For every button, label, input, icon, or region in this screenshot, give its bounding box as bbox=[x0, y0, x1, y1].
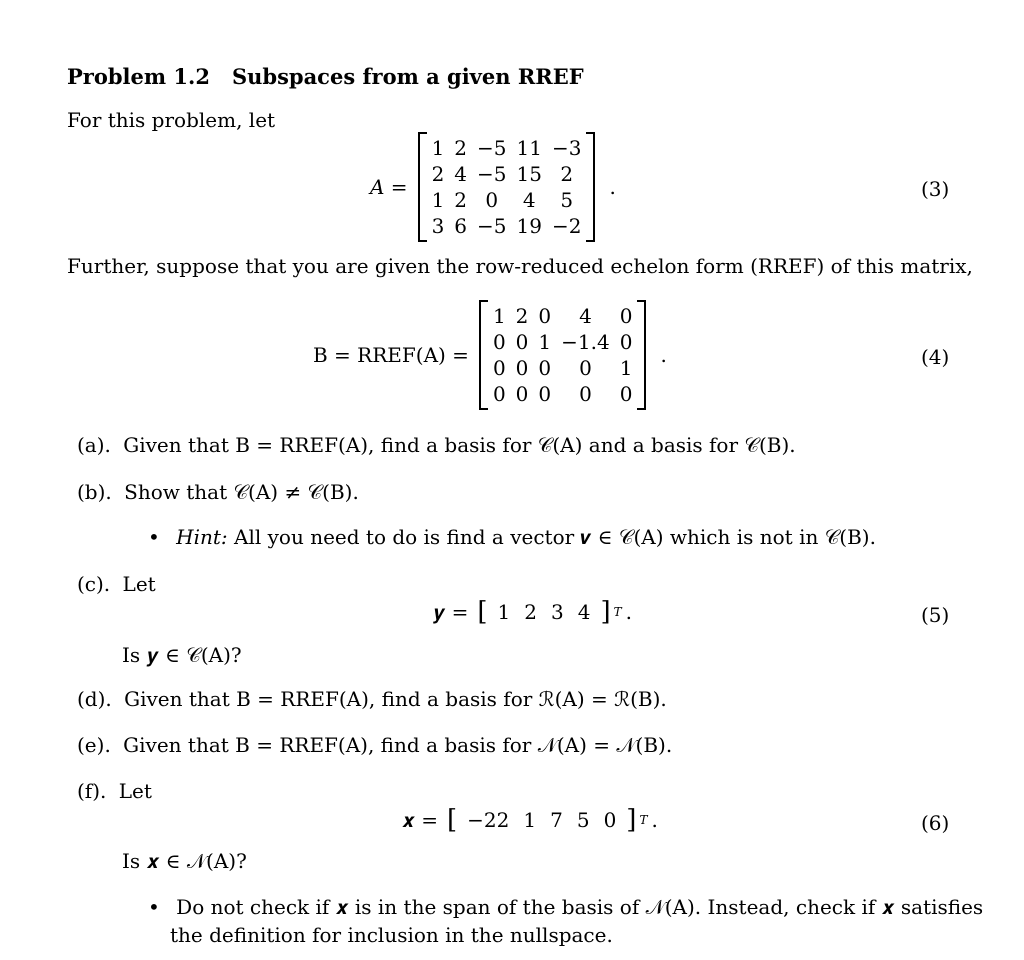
vector-x-entry: 5 bbox=[576, 808, 590, 832]
matrix-b-cell: 0 bbox=[579, 356, 592, 380]
part-e-label: (e). bbox=[77, 733, 111, 757]
part-d-text: Given that B = RREF(A), find a basis for ℛ(A) = ℛ(B). bbox=[124, 687, 667, 711]
problem-heading bbox=[67, 64, 584, 89]
vector-y-entry: 1 bbox=[497, 600, 511, 624]
further-text: Further, suppose that you are given the row-reduced echelon form (RREF) of this matrix, bbox=[67, 254, 973, 278]
matrix-b-cell: 0 bbox=[538, 304, 552, 328]
part-f-text: Let bbox=[118, 779, 152, 803]
matrix-b-cell: 1 bbox=[492, 304, 506, 328]
matrix-a-cell: −5 bbox=[477, 162, 507, 186]
vector-y-entry: 3 bbox=[551, 600, 564, 624]
matrix-b-cell: 0 bbox=[619, 330, 633, 354]
part-b bbox=[77, 480, 359, 504]
matrix-b-cell: 0 bbox=[538, 382, 552, 406]
vector-y bbox=[491, 600, 598, 624]
matrix-b-cell: 0 bbox=[619, 382, 633, 406]
vector-x-entry: −22 bbox=[467, 808, 510, 832]
matrix-a-row bbox=[427, 187, 587, 213]
part-f-note bbox=[148, 895, 983, 919]
matrix-b-cell: −1.4 bbox=[561, 330, 610, 354]
vector-y-entry: 4 bbox=[577, 600, 591, 624]
matrix-b-cell: 0 bbox=[515, 356, 529, 380]
matrix-b-cell: 0 bbox=[619, 304, 633, 328]
matrix-a bbox=[427, 135, 587, 239]
matrix-a-cell: 3 bbox=[431, 214, 445, 238]
part-c-label: (c). bbox=[77, 572, 111, 596]
bullet-icon: • bbox=[148, 895, 160, 919]
matrix-a-cell: 6 bbox=[454, 214, 468, 238]
hint-text: All you need to do is find a vector 𝒗 ∈ 𝒞(A) which is not in 𝒞(B). bbox=[234, 525, 876, 549]
part-c-text: Let bbox=[122, 572, 156, 596]
note-line-2: the definition for inclusion in the nullspace. bbox=[170, 923, 613, 947]
matrix-b-cell: 2 bbox=[515, 304, 529, 328]
matrix-b-lhs: B = RREF(A) = bbox=[313, 343, 469, 367]
matrix-b-cell: 0 bbox=[492, 382, 506, 406]
eq-number-3: (3) bbox=[921, 177, 950, 201]
matrix-b-cell: 0 bbox=[492, 356, 506, 380]
matrix-b-right-bracket bbox=[637, 300, 646, 410]
matrix-a-lhs: A = bbox=[370, 175, 408, 199]
vector-x bbox=[460, 808, 623, 832]
vector-y-equation: 𝒚 = [ 1 2 3 4 ] T . bbox=[433, 597, 633, 627]
part-e bbox=[77, 733, 672, 757]
matrix-b-equation: B = RREF(A) = 1 2 0 4 0 0 0 1 −1.4 0 0 0 0 0 1 0 0 0 0 0 . bbox=[313, 300, 667, 410]
intro-text: For this problem, let bbox=[67, 108, 276, 132]
vector-y-lhs: 𝒚 = bbox=[433, 600, 469, 624]
matrix-a-cell: −3 bbox=[551, 136, 582, 160]
matrix-a-cell: −5 bbox=[477, 136, 507, 160]
matrix-a-cell: −5 bbox=[477, 214, 507, 238]
matrix-a-cell: 19 bbox=[516, 214, 542, 238]
matrix-a-cell: 11 bbox=[516, 136, 542, 160]
matrix-a-cell: 2 bbox=[560, 162, 574, 186]
matrix-b-cell: 0 bbox=[515, 382, 529, 406]
matrix-b-cell: 0 bbox=[579, 382, 592, 406]
part-d bbox=[77, 687, 667, 711]
problem-number: Problem 1.2 bbox=[67, 64, 210, 89]
matrix-a-row bbox=[427, 213, 587, 239]
part-a bbox=[77, 433, 796, 457]
note-line-1: Do not check if 𝒙 is in the span of the basis of 𝒩(A). Instead, check if 𝒙 satisfies bbox=[176, 895, 984, 919]
vector-x-lhs: 𝒙 = bbox=[402, 808, 438, 832]
matrix-b-cell: 0 bbox=[492, 330, 506, 354]
vector-y-entry: 2 bbox=[524, 600, 538, 624]
bullet-icon: • bbox=[148, 525, 160, 549]
vector-y-transpose: T bbox=[613, 605, 622, 619]
vector-x-transpose: T bbox=[639, 813, 648, 827]
part-e-text: Given that B = RREF(A), find a basis for 𝒩(A) = 𝒩(B). bbox=[123, 733, 673, 757]
matrix-a-cell: 15 bbox=[516, 162, 542, 186]
vector-x-entry: 7 bbox=[550, 808, 563, 832]
vector-x-entry: 0 bbox=[603, 808, 617, 832]
hint-label: Hint: bbox=[176, 525, 228, 549]
eq-number-5: (5) bbox=[921, 603, 950, 627]
matrix-a-right-bracket bbox=[586, 132, 595, 242]
part-d-label: (d). bbox=[77, 687, 112, 711]
matrix-a-cell: 1 bbox=[431, 188, 445, 212]
part-c bbox=[77, 572, 156, 596]
matrix-b-cell: 1 bbox=[538, 330, 552, 354]
matrix-a-cell: 2 bbox=[431, 162, 445, 186]
matrix-b-row bbox=[488, 355, 638, 381]
matrix-b-cell: 0 bbox=[538, 356, 552, 380]
part-f bbox=[77, 779, 152, 803]
matrix-b-cell: 4 bbox=[579, 304, 592, 328]
matrix-a-cell: 4 bbox=[522, 188, 536, 212]
part-c-question: Is 𝒚 ∈ 𝒞(A)? bbox=[122, 643, 242, 667]
matrix-a-cell: 4 bbox=[454, 162, 468, 186]
matrix-a-cell: 1 bbox=[431, 136, 445, 160]
matrix-a-row bbox=[427, 161, 587, 187]
part-a-label: (a). bbox=[77, 433, 111, 457]
part-b-label: (b). bbox=[77, 480, 112, 504]
matrix-a-cell: −2 bbox=[551, 214, 582, 238]
eq-number-4: (4) bbox=[921, 345, 950, 369]
eq-number-6: (6) bbox=[921, 811, 950, 835]
part-b-text: Show that 𝒞(A) ≠ 𝒞(B). bbox=[124, 480, 359, 504]
matrix-b-row bbox=[488, 329, 638, 355]
matrix-a-cell: 2 bbox=[454, 136, 468, 160]
vector-x-entry: 1 bbox=[523, 808, 537, 832]
matrix-b-row bbox=[488, 381, 638, 407]
matrix-a-equation: A = 1 2 −5 11 −3 2 4 −5 15 2 1 2 0 4 5 3 6 −5 19 −2 . bbox=[370, 132, 616, 242]
matrix-b bbox=[488, 303, 638, 407]
matrix-a-left-bracket bbox=[418, 132, 427, 242]
problem-title: Subspaces from a given RREF bbox=[231, 64, 584, 89]
matrix-b-row bbox=[488, 303, 638, 329]
matrix-a-cell: 5 bbox=[560, 188, 574, 212]
matrix-a-cell: 0 bbox=[485, 188, 499, 212]
part-b-hint bbox=[148, 525, 876, 549]
matrix-b-left-bracket bbox=[479, 300, 488, 410]
matrix-b-cell: 1 bbox=[619, 356, 633, 380]
matrix-b-cell: 0 bbox=[515, 330, 529, 354]
matrix-a-row bbox=[427, 135, 587, 161]
part-f-label: (f). bbox=[77, 779, 107, 803]
part-a-text: Given that B = RREF(A), find a basis for 𝒞(A) and a basis for 𝒞(B). bbox=[123, 433, 796, 457]
part-f-question: Is 𝒙 ∈ 𝒩(A)? bbox=[122, 849, 247, 873]
matrix-a-cell: 2 bbox=[454, 188, 468, 212]
vector-x-equation: 𝒙 = [ −22 1 7 5 0 ] T . bbox=[402, 805, 658, 835]
